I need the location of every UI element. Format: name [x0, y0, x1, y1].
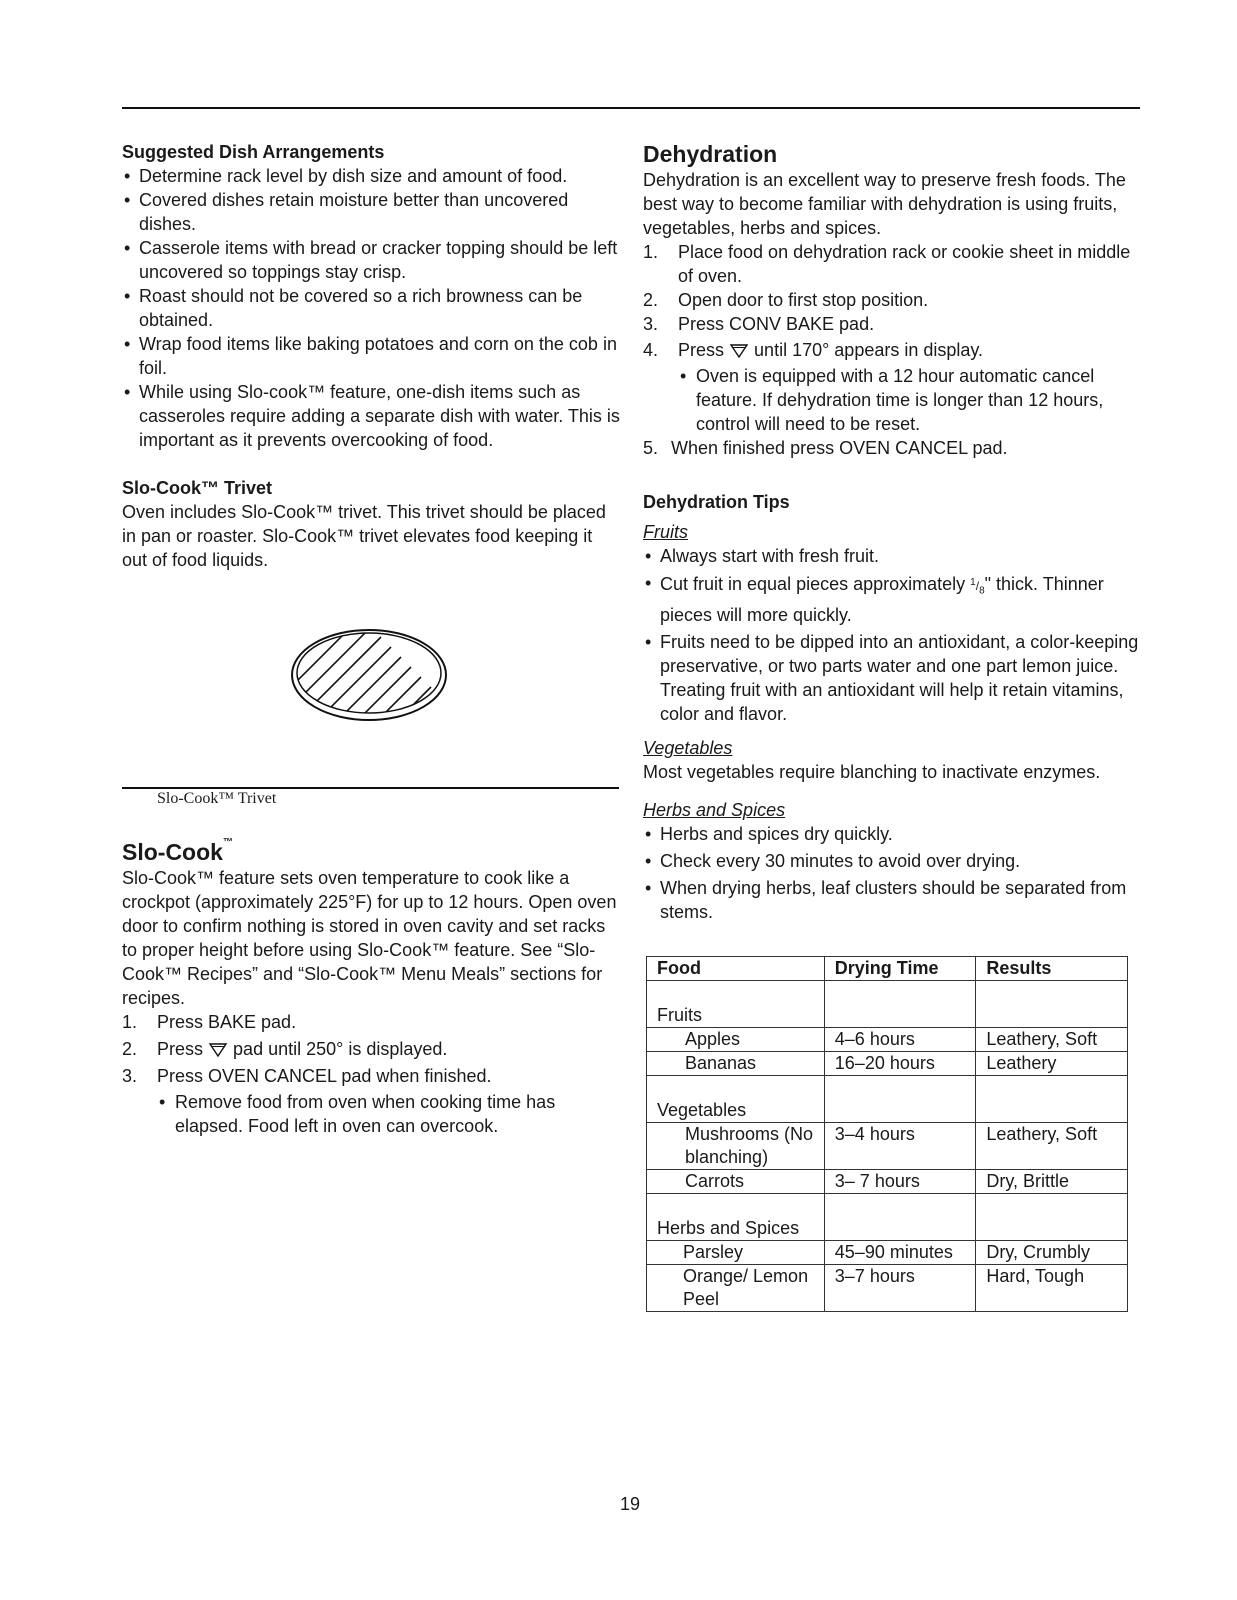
list-item	[643, 571, 1143, 627]
step-item	[643, 436, 1143, 460]
table-row	[647, 1241, 1128, 1265]
step-sublist	[678, 364, 1143, 436]
suggested-arrangements-heading: Suggested Dish Arrangements	[122, 142, 385, 162]
herbs-subheading: Herbs and Spices	[643, 800, 786, 821]
list-item: • Wrap food items like baking potatoes and corn on the cob in foil.	[122, 332, 620, 380]
category-cell: Herbs and Spices	[647, 1194, 825, 1241]
step-sublist	[157, 1090, 620, 1138]
slocook-paragraph: Slo-Cook™ feature sets oven temperature to cook like a crockpot (approximately 225°F) for up to 12 hours. Open oven door to confirm nothing is stored in oven cavity and set racks to proper height before using Slo-Cook™ feature. See “Slo-Cook™ Recipes” and “Slo-Cook™ Menu Meals” sections for recipes.	[122, 868, 617, 1008]
top-rule	[122, 107, 1140, 109]
result-cell: Leathery, Soft	[976, 1123, 1128, 1170]
dehydration-intro: Dehydration is an excellent way to preserve fresh foods. The best way to become familiar with dehydration is using fruits, vegetables, herbs and spices.	[643, 170, 1126, 238]
step-text: Press BAKE pad.	[157, 1012, 297, 1032]
fraction-numerator: 1	[970, 577, 976, 588]
fraction: $^1/_8$	[970, 577, 985, 597]
step-text: Press CONV BAKE pad.	[678, 314, 875, 334]
fraction-denominator: 8	[979, 585, 985, 597]
step-item	[643, 288, 1143, 312]
step-item	[122, 1010, 620, 1034]
time-cell: 16–20 hours	[824, 1052, 976, 1076]
list-item: • When drying herbs, leaf clusters should be separated from stems.	[643, 876, 1143, 924]
step-number: 1.	[643, 242, 659, 262]
step-text: Place food on dehydration rack or cookie sheet in middle of oven.	[678, 242, 1131, 286]
table-cell	[976, 1076, 1128, 1123]
result-cell: Dry, Crumbly	[976, 1241, 1128, 1265]
time-cell: 3–4 hours	[824, 1123, 976, 1170]
table-cell	[976, 981, 1128, 1028]
time-cell: 3–7 hours	[824, 1265, 976, 1312]
table-row	[647, 1265, 1128, 1312]
list-item-text-continued: " thick. Thinner pieces will more quickly.	[660, 574, 1104, 626]
step-text: Open door to first stop position.	[678, 290, 929, 310]
list-item: • Roast should not be covered so a rich browness can be obtained.	[122, 284, 620, 332]
step-number: 3.	[643, 314, 659, 334]
slocook-section	[122, 838, 620, 1138]
slocook-heading-text: Slo-Cook	[122, 839, 223, 865]
dehydration-tips-heading: Dehydration Tips	[643, 492, 790, 512]
table-cell	[976, 1194, 1128, 1241]
food-cell: Parsley	[647, 1241, 825, 1265]
fruits-subheading: Fruits	[643, 522, 688, 542]
table-row	[647, 1170, 1128, 1194]
column-header: Results	[976, 957, 1128, 981]
right-column	[643, 140, 1143, 927]
page-number: 19	[619, 1494, 641, 1514]
herbs-list	[643, 822, 1143, 924]
step-text: Press OVEN CANCEL pad when finished.	[157, 1066, 492, 1086]
food-cell: Apples	[647, 1028, 825, 1052]
step-text: When finished press OVEN CANCEL pad.	[671, 438, 1008, 458]
table-row	[647, 1052, 1128, 1076]
list-item: • Fruits need to be dipped into an antioxidant, a color-keeping preservative, or two parts water and one part lemon juice. Treating fruit with an antioxidant will help it retain vitamins, color and flavor.	[643, 630, 1143, 726]
table-row	[647, 1194, 1128, 1241]
down-arrow-pad-icon	[729, 343, 749, 359]
table-header-row	[647, 957, 1128, 981]
result-cell: Leathery, Soft	[976, 1028, 1128, 1052]
slocook-steps	[122, 1010, 620, 1138]
list-item: • Determine rack level by dish size and amount of food.	[122, 164, 620, 188]
list-item: • Remove food from oven when cooking time has elapsed. Food left in oven can overcook.	[157, 1090, 620, 1138]
food-cell: Mushrooms (No blanching)	[647, 1123, 825, 1170]
result-cell: Hard, Tough	[976, 1265, 1128, 1312]
dehydration-heading: Dehydration	[643, 141, 778, 167]
drying-time-table	[646, 956, 1128, 1312]
step-number: 1.	[122, 1012, 138, 1032]
trivet-caption: Slo-Cook™ Trivet	[157, 790, 277, 807]
vegetables-subheading: Vegetables	[643, 738, 733, 759]
table-row	[647, 981, 1128, 1028]
step-number: 5.	[643, 438, 659, 458]
trivet-paragraph: Oven includes Slo-Cook™ trivet. This trivet should be placed in pan or roaster. Slo-Cook™ trivet elevates food keeping it out of food liquids.	[122, 502, 606, 570]
list-item: • Covered dishes retain moisture better than uncovered dishes.	[122, 188, 620, 236]
step-text-continued: pad until 250° is displayed.	[233, 1039, 448, 1059]
time-cell: 3– 7 hours	[824, 1170, 976, 1194]
list-item: • While using Slo-cook™ feature, one-dish items such as casseroles require adding a separate dish with water. This is important as it prevents overcooking of food.	[122, 380, 620, 452]
column-header: Food	[647, 957, 825, 981]
step-item	[643, 312, 1143, 336]
step-item	[122, 1037, 620, 1061]
trivet-heading: Slo-Cook™ Trivet	[122, 478, 273, 498]
table-row	[647, 1123, 1128, 1170]
list-item: • Herbs and spices dry quickly.	[643, 822, 1143, 846]
step-number: 2.	[122, 1039, 138, 1059]
step-item	[643, 240, 1143, 288]
trademark-mark: ™	[222, 837, 233, 848]
step-item	[122, 1064, 620, 1138]
column-header: Drying Time	[824, 957, 976, 981]
dehydration-steps	[643, 240, 1143, 460]
time-cell: 45–90 minutes	[824, 1241, 976, 1265]
step-text-continued: until 170° appears in display.	[754, 340, 984, 360]
food-cell: Carrots	[647, 1170, 825, 1194]
step-number: 4.	[643, 340, 659, 360]
down-arrow-pad-icon	[208, 1042, 228, 1058]
list-item: • Casserole items with bread or cracker topping should be left uncovered so toppings stay crisp.	[122, 236, 620, 284]
left-column	[122, 140, 620, 572]
table-cell	[824, 1194, 976, 1241]
slocook-heading	[122, 838, 620, 866]
list-item: • Check every 30 minutes to avoid over drying.	[643, 849, 1143, 873]
result-cell: Leathery	[976, 1052, 1128, 1076]
step-text: Press	[157, 1039, 204, 1059]
step-number: 3.	[122, 1066, 138, 1086]
list-item: • Always start with fresh fruit.	[643, 544, 1143, 568]
list-item-text: Cut fruit in equal pieces approximately	[660, 574, 966, 594]
table-cell	[824, 981, 976, 1028]
food-cell: Orange/ Lemon Peel	[647, 1265, 825, 1312]
fruits-list	[643, 544, 1143, 726]
category-cell: Fruits	[647, 981, 825, 1028]
list-item: • Oven is equipped with a 12 hour automatic cancel feature. If dehydration time is longer than 12 hours, control will need to be reset.	[678, 364, 1143, 436]
category-cell: Vegetables	[647, 1076, 825, 1123]
suggested-arrangements-list	[122, 164, 620, 452]
step-text: Press	[678, 340, 725, 360]
step-item	[643, 338, 1143, 436]
vegetables-text: Most vegetables require blanching to inactivate enzymes.	[643, 762, 1101, 783]
result-cell: Dry, Brittle	[976, 1170, 1128, 1194]
table-row	[647, 1028, 1128, 1052]
trivet-illustration	[291, 627, 449, 723]
food-cell: Bananas	[647, 1052, 825, 1076]
table-cell	[824, 1076, 976, 1123]
step-number: 2.	[643, 290, 659, 310]
table-row	[647, 1076, 1128, 1123]
time-cell: 4–6 hours	[824, 1028, 976, 1052]
